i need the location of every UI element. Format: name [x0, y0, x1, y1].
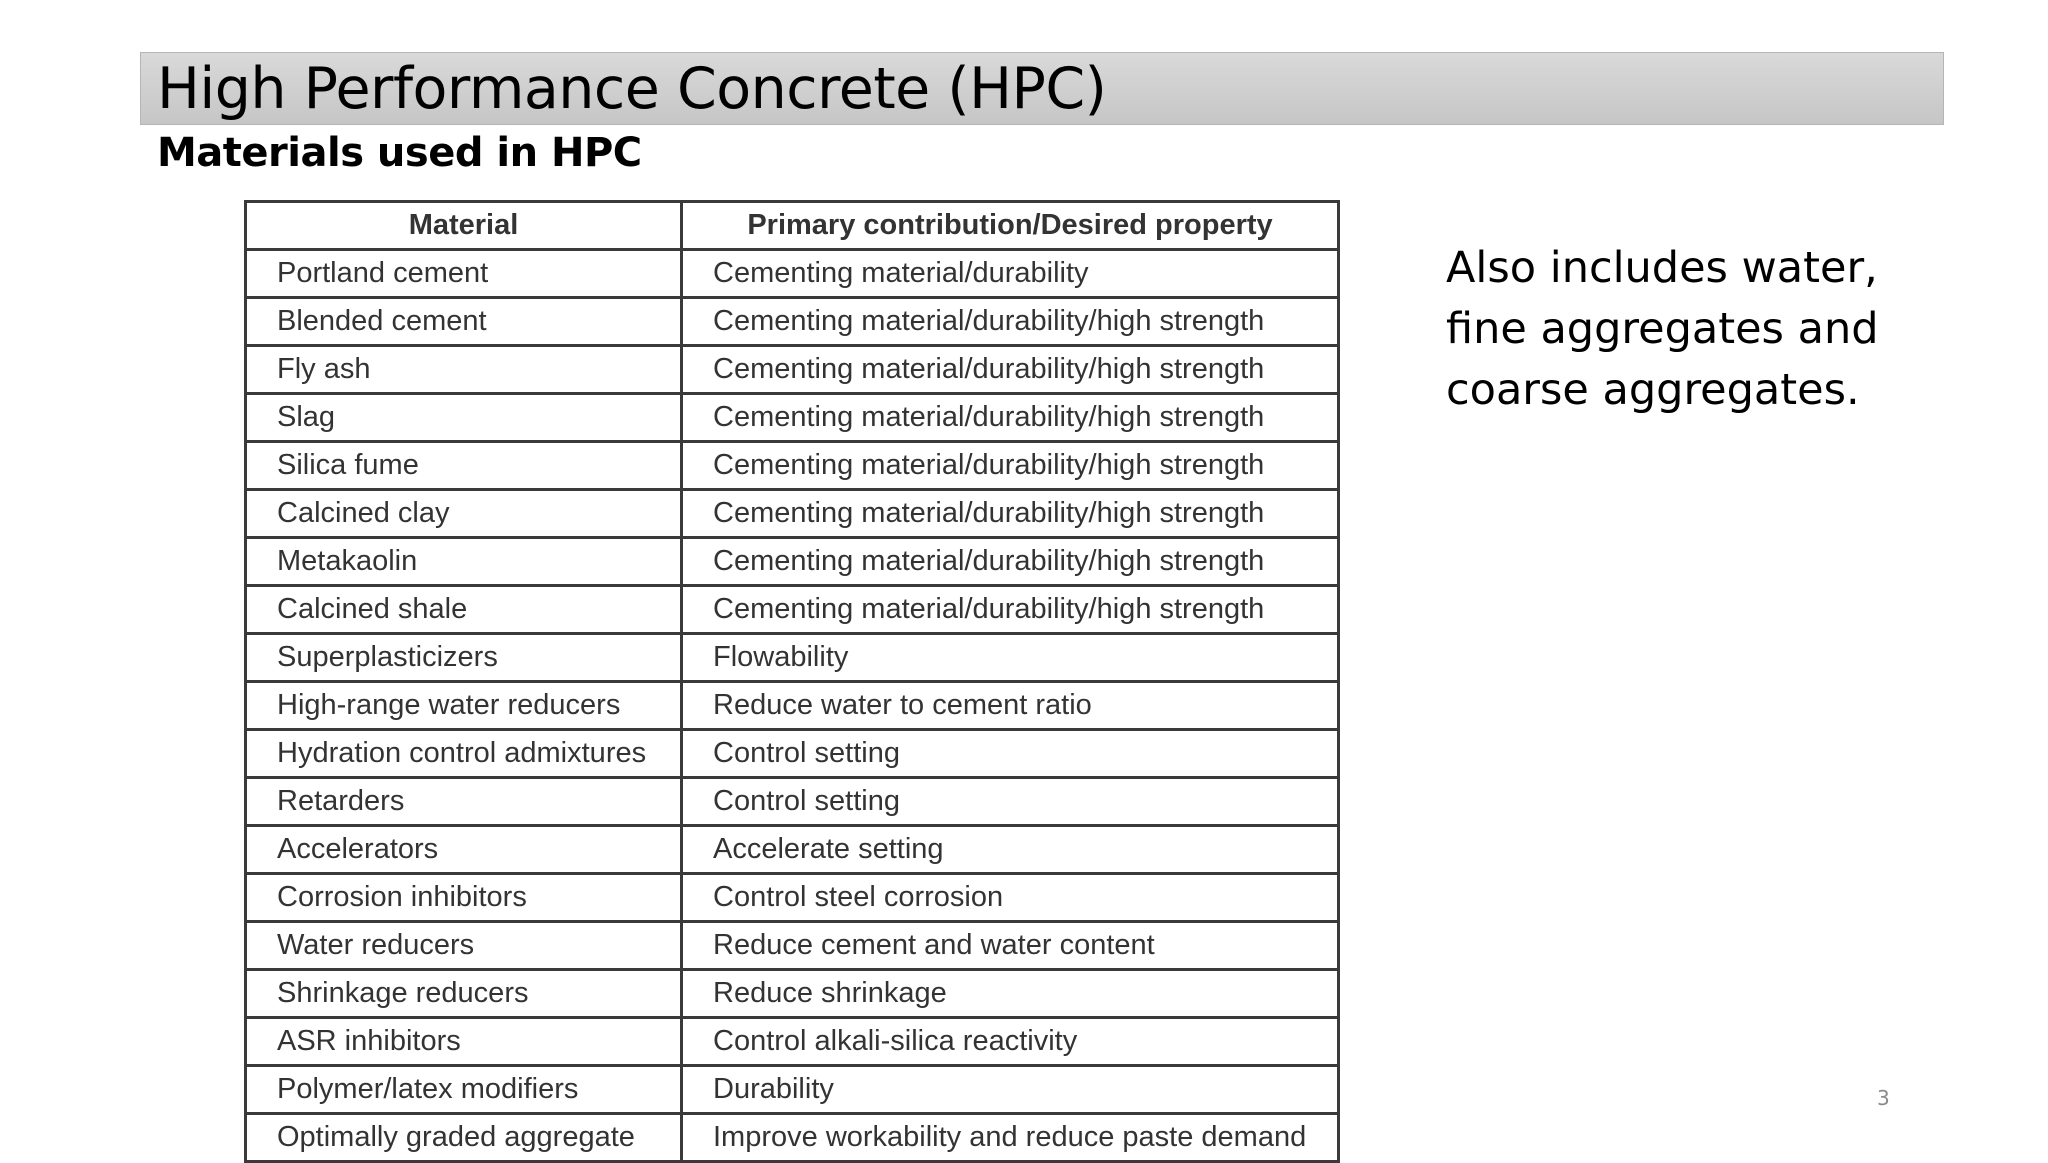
table-row [246, 1114, 1339, 1162]
material-cell: Silica fume [246, 442, 682, 490]
table-row [246, 1018, 1339, 1066]
contribution-cell: Cementing material/durability/high strength [682, 490, 1339, 538]
material-cell: Accelerators [246, 826, 682, 874]
table-row [246, 778, 1339, 826]
table-row [246, 346, 1339, 394]
table-row [246, 298, 1339, 346]
slide-subtitle: Materials used in HPC [157, 130, 642, 176]
contribution-cell: Accelerate setting [682, 826, 1339, 874]
side-note-line: fine aggregates and [1446, 304, 1879, 354]
contribution-cell: Improve workability and reduce paste demand [682, 1114, 1339, 1162]
side-note [1446, 238, 1926, 421]
contribution-cell: Reduce water to cement ratio [682, 682, 1339, 730]
contribution-cell: Durability [682, 1066, 1339, 1114]
table-row [246, 634, 1339, 682]
material-cell: Hydration control admixtures [246, 730, 682, 778]
contribution-cell: Cementing material/durability/high strength [682, 346, 1339, 394]
table-row [246, 682, 1339, 730]
side-note-line: coarse aggregates. [1446, 365, 1860, 415]
material-cell: Retarders [246, 778, 682, 826]
contribution-cell: Reduce shrinkage [682, 970, 1339, 1018]
table-row [246, 1066, 1339, 1114]
table-row [246, 442, 1339, 490]
table-row [246, 826, 1339, 874]
header-contribution: Primary contribution/Desired property [682, 202, 1339, 250]
table-row [246, 394, 1339, 442]
material-cell: Calcined shale [246, 586, 682, 634]
contribution-cell: Cementing material/durability/high strength [682, 298, 1339, 346]
header-material: Material [246, 202, 682, 250]
contribution-cell: Cementing material/durability/high strength [682, 586, 1339, 634]
contribution-cell: Cementing material/durability [682, 250, 1339, 298]
table-body [246, 250, 1339, 1162]
material-cell: Superplasticizers [246, 634, 682, 682]
contribution-cell: Control steel corrosion [682, 874, 1339, 922]
material-cell: Metakaolin [246, 538, 682, 586]
contribution-cell: Cementing material/durability/high strength [682, 442, 1339, 490]
material-cell: High-range water reducers [246, 682, 682, 730]
contribution-cell: Control alkali-silica reactivity [682, 1018, 1339, 1066]
material-cell: Blended cement [246, 298, 682, 346]
material-cell: Fly ash [246, 346, 682, 394]
material-cell: Calcined clay [246, 490, 682, 538]
material-cell: Slag [246, 394, 682, 442]
material-cell: Polymer/latex modifiers [246, 1066, 682, 1114]
table-row [246, 922, 1339, 970]
table-row [246, 874, 1339, 922]
materials-table-container [244, 200, 1337, 1153]
table-row [246, 538, 1339, 586]
contribution-cell: Cementing material/durability/high strength [682, 538, 1339, 586]
contribution-cell: Flowability [682, 634, 1339, 682]
material-cell: ASR inhibitors [246, 1018, 682, 1066]
table-row [246, 490, 1339, 538]
table-header-row [246, 202, 1339, 250]
contribution-cell: Reduce cement and water content [682, 922, 1339, 970]
material-cell: Water reducers [246, 922, 682, 970]
table-row [246, 730, 1339, 778]
table-row [246, 586, 1339, 634]
title-bar [140, 52, 1944, 125]
material-cell: Corrosion inhibitors [246, 874, 682, 922]
table-row [246, 250, 1339, 298]
contribution-cell: Cementing material/durability/high strength [682, 394, 1339, 442]
material-cell: Optimally graded aggregate [246, 1114, 682, 1162]
materials-table [244, 200, 1340, 1163]
side-note-line: Also includes water, [1446, 243, 1878, 293]
slide-title: High Performance Concrete (HPC) [157, 56, 1107, 122]
page-number: 3 [1877, 1086, 1890, 1110]
contribution-cell: Control setting [682, 730, 1339, 778]
contribution-cell: Control setting [682, 778, 1339, 826]
table-row [246, 970, 1339, 1018]
material-cell: Portland cement [246, 250, 682, 298]
material-cell: Shrinkage reducers [246, 970, 682, 1018]
